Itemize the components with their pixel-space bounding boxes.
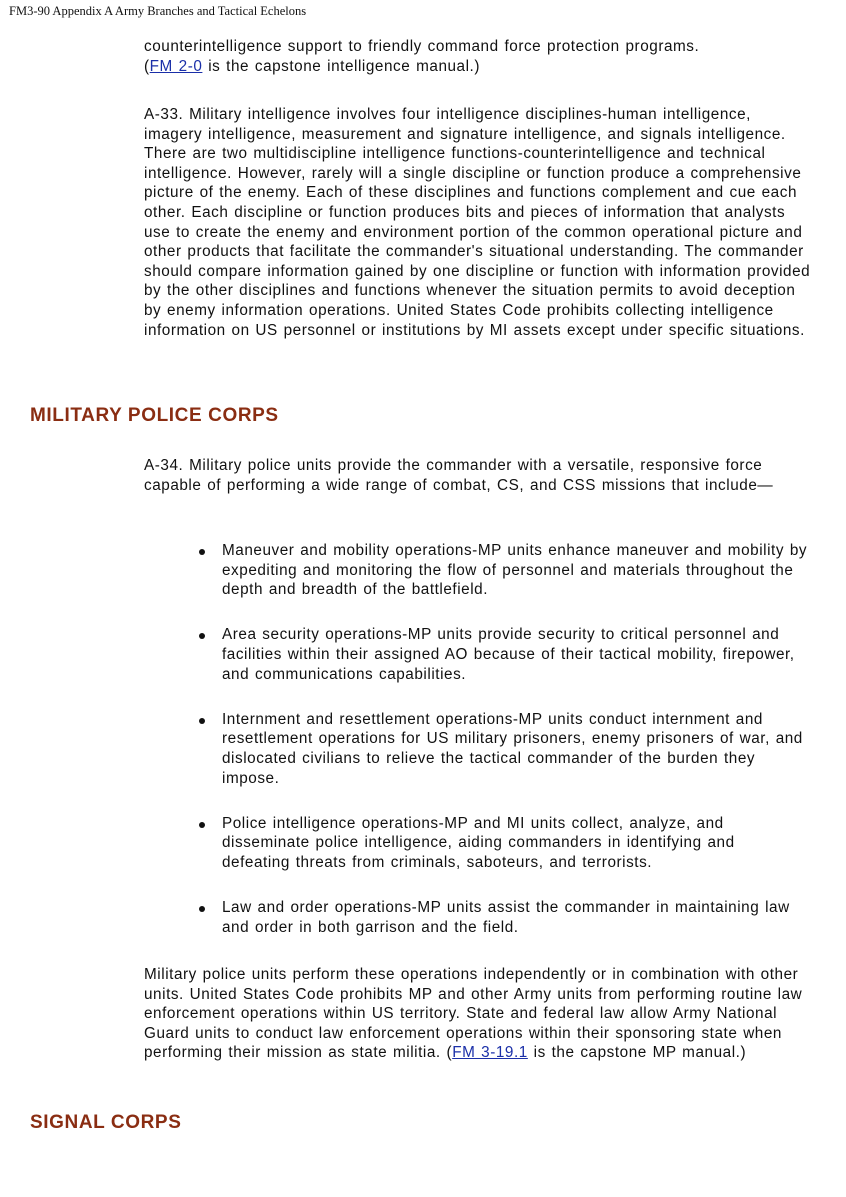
heading-signal-corps: SIGNAL CORPS — [30, 1112, 182, 1133]
mp-closing-suffix: is the capstone MP manual.) — [527, 1044, 747, 1062]
paragraph-a-33: A-33. Military intelligence involves four intelligence disciplines-human intelligence, imagery intelligence, measurement and signature intelligence, and signals intelligence. There are two multidiscipline intelligence functions-counterintelligence and technical intelligence. However, rarely will a single discipline or function produce a comprehensive picture of the enemy. Each of these disciplines and functions complement and cue each other. Each discipline or function produces bits and pieces of information that analysts use to create the enemy and environment portion of the common operational picture and other products that facilitate the commander's situational understanding. The commander should compare information gained by one discipline or function with information provided by the other disciplines and functions whenever the situation permits to avoid deception by enemy information operations. United States Code prohibits collecting intelligence information on US personnel or institutions by MI assets except under specific situations. — [144, 106, 811, 339]
list-item-text: Area security operations-MP units provide security to critical personnel and facilities within their assigned AO because of their tactical mobility, firepower, and communications capabilities. — [222, 626, 795, 683]
heading-military-police-corps: MILITARY POLICE CORPS — [30, 405, 279, 426]
bullet-icon — [199, 822, 205, 828]
intro-open-paren: ( — [144, 57, 150, 75]
list-item — [144, 898, 808, 937]
list-item-text: Police intelligence operations-MP and MI units collect, analyze, and disseminate police intelligence, aiding commanders in identifying and defeating threats from criminals, saboteurs, and terrorists. — [222, 814, 735, 871]
list-item-text: Law and order operations-MP units assist the commander in maintaining law and order in both garrison and the field. — [222, 899, 790, 936]
intro-paragraph — [144, 37, 814, 76]
intro-suffix: is the capstone intelligence manual.) — [202, 57, 481, 75]
mp-closing-text: Military police units perform these operations independently or in combination with other units. United States Code prohibits MP and other Army units from performing routine law enforcement operations within US territory. State and federal law allow Army National Guard units to conduct law enforcement operations within their sponsoring state when performing their mission as state militia. ( — [144, 966, 803, 1062]
intro-line: counterintelligence support to friendly command force protection programs. — [144, 38, 700, 55]
fm-3-19-1-link[interactable]: FM 3-19.1 — [452, 1044, 528, 1062]
mp-missions-list — [144, 541, 808, 963]
list-item-text: Internment and resettlement operations-MP units conduct internment and resettlement operations for US military prisoners, enemy prisoners of war, and dislocated civilians to relieve the tactical commander of the burden they impose. — [222, 710, 803, 787]
list-item-text: Maneuver and mobility operations-MP units enhance maneuver and mobility by expediting and monitoring the flow of personnel and materials throughout the depth and breadth of the battlefield. — [222, 542, 808, 599]
mp-closing-paragraph — [144, 965, 814, 1063]
list-item — [144, 541, 808, 600]
bullet-icon — [199, 906, 205, 912]
bullet-icon — [199, 549, 205, 555]
list-item — [144, 814, 808, 873]
paragraph-a-34: A-34. Military police units provide the commander with a versatile, responsive force capable of performing a wide range of combat, CS, and CSS missions that include— — [144, 457, 774, 494]
fm-2-0-link[interactable]: FM 2-0 — [149, 57, 203, 75]
bullet-icon — [199, 633, 205, 639]
bullet-icon — [199, 718, 205, 724]
list-item — [144, 625, 808, 684]
running-header: FM3-90 Appendix A Army Branches and Tactical Echelons — [9, 4, 307, 18]
list-item — [144, 710, 808, 788]
